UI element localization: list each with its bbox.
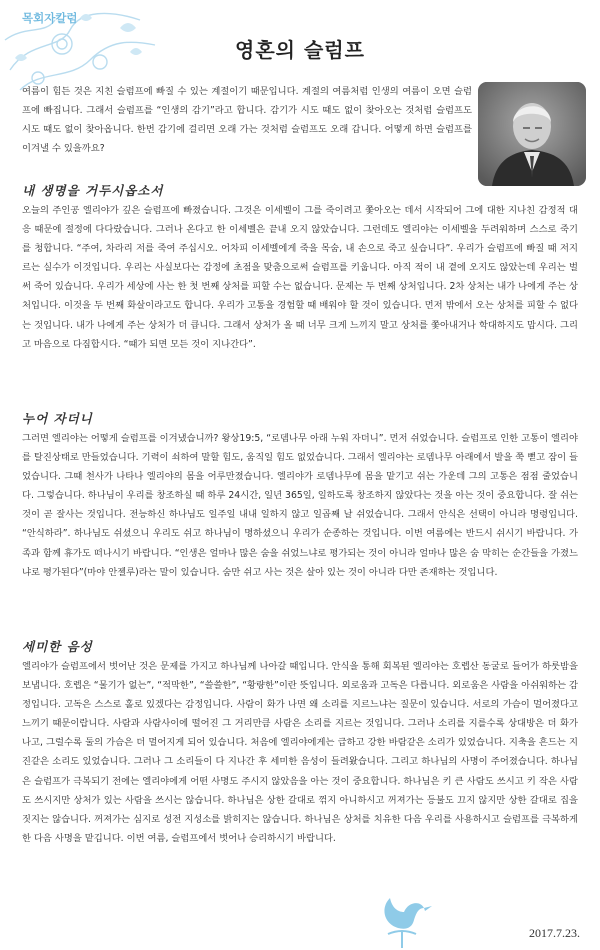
intro-paragraph: 여름이 힘든 것은 지친 슬럼프에 빠질 수 있는 계절이기 때문입니다. 계절의 여름처럼 인생의 여름이 오면 슬럼프에 빠집니다. 그래서 슬럼프를 “인생의 감기”라고 합니다. 감기가 시도 때도 없이 찾아오는 것처럼 슬럼프도 시도 때도 없이 찾아옵니다. 한번 감기에 걸리면 오래 가는 것처럼 슬럼프도 오래 갑니다. 어떻게 하면 슬럼프를 이겨낼 수 있을까요? (22, 86, 472, 155)
page-title: 영혼의 슬럼프 (235, 38, 365, 62)
section-body: 엘리야가 슬럼프에서 벗어난 것은 문제를 가지고 하나님께 나아갈 때입니다. 안식을 통해 회복된 엘리야는 호렙산 동굴로 들어가 하룻밤을 보냅니다. 호렙은 “물기가 없는”, “적막한”, “쓸쓸한”, “황량한”이란 뜻입니다. 외로움과 고독은 다릅니다. 외로움은 사람을 아쉬워하는 감정입니다. 고독은 스스로 홀로 있겠다는 감정입니다. 사람이 화가 나면 왜 소리를 지르느냐는 질문이 있습니다. 서로의 가슴이 멀어졌다고 느끼기 때문이랍니다. 사람과 사람사이에 떨어진 그 거리만큼 사람은 소리를 지르는 것입니다. 그러나 소리를 지를수록 상대방은 더 화가 나고, 그럴수록 둘의 가슴은 더 멀어지게 되어 있습니다. 처음에 엘리야에게는 급하고 강한 바람같은 소리가 있었습니다. 지축을 흔드는 지진같은 소리도 있었습니다. 그러나 그 소리들이 다 지나간 후 세미한 음성이 들려왔습니다. 그리고 하나님의 사명이 주어졌습니다. 하나님은 슬럼프가 극복되기 전에는 엘리야에게 어떤 사명도 주시지 않았음을 아는 것이 중요합니다. 하나님은 키 큰 사람도 쓰시고 키 작은 사람도 쓰시지만 상처가 있는 사람을 쓰시는 않습니다. 하나님은 상한 갈대로 꺾지 아니하시고 꺼져가는 등불도 끄지 않지만 상한 갈대로 집을 짓지는 않습니다. 꺼져가는 심지로 성전 지성소를 밝히지는 않습니다. 하나님은 상처를 치유한 다음 우리를 사용하시고 슬럼프를 극복하게 한 다음 사명을 맡깁니다. 이번 여름, 슬럼프에서 벗어나 승리하시기 바랍니다. (22, 661, 578, 844)
section-body: 그러면 엘리야는 어떻게 슬럼프를 이겨냈습니까? 왕상19:5, “로뎀나무 아래 누워 자더니”. 먼저 쉬었습니다. 슬럼프로 인한 고통이 엘리야를 탈진상태로 만들었습니다. 기력이 쇠하여 말할 힘도, 움직일 힘도 없었습니다. 그래서 엘리야는 로뎀나무 아래에서 발을 쭉 뻗고 잠이 들었습니다. 그때 천사가 나타나 엘리야의 몸을 어루만졌습니다. 엘리야가 로뎀나무에 몸을 맡기고 쉬는 가운데 그의 고통은 점점 줄었습니다. 그렇습니다. 하나님이 우리를 창조하실 때 하루 24시간, 일년 365일, 일하도록 창조하지 않았다는 것을 아는 것이 중요합니다. 잘 쉬는 것이 곧 잘사는 것입니다. 전능하신 하나님도 일주일 내내 일하지 않고 일곱째 날 쉬었습니다. 그래서 안식은 선택이 아니라 명령입니다. “안식하라”. 하나님도 쉬셨으니 우리도 쉬고 하나님이 명하셨으니 우리가 순종하는 것입니다. 이번 여름에는 반드시 쉬시기 바랍니다. 가족과 함께 휴가도 떠나시기 바랍니다. “인생은 얼마나 많은 숨을 쉬었느냐로 평가되는 것이 아니라 얼마나 많은 숨 막히는 순간들을 가졌느냐로 평가된다”(마야 안젤루)라는 말이 있습니다. 숨만 쉬고 사는 것은 살아 있는 것이 아니라 다만 존재하는 것입니다. (22, 433, 579, 578)
publish-date: 2017.7.23. (529, 926, 580, 940)
section-heading: 세미한 음성 (22, 639, 93, 654)
bird-icon (368, 878, 438, 950)
section-heading: 내 생명을 거두시옵소서 (22, 183, 164, 198)
pastor-portrait (478, 82, 586, 186)
section-heading: 누어 자더니 (22, 411, 93, 426)
column-label: 목회자칼럼 (22, 11, 78, 25)
section-body: 오늘의 주인공 엘리야가 깊은 슬럼프에 빠졌습니다. 그것은 이세벨이 그를 죽이려고 쫓아오는 데서 시작되어 그에 대한 지나친 감정적 대응 때문에 절정에 다다랐습니다. 그러나 온다고 한 이세벨은 끝내 오지 않았습니다. 그런데도 엘리야는 이세벨을 두려워하며 스스로 죽기를 청합니다. “주여, 차라리 저를 죽여 주십시오. 어차피 이세벨에게 죽을 목숨, 내 손으로 죽고 싶습니다”. 우리가 슬럼프에 빠질 때 저지르는 실수가 이것입니다. 우리는 사실보다는 감정에 초점을 맞춤으로써 슬럼프를 키웁니다. 아직 적이 내 곁에 오지도 않았는데 우리는 벌써 죽어 있습니다. 우리가 세상에 사는 한 첫 번째 상처를 피할 수는 없습니다. 문제는 두 번째 상처입니다. 2차 상처는 내가 나에게 주는 상처입니다. 이것을 두 번째 화살이라고도 합니다. 우리가 고통을 경험할 때 배워야 할 것이 있습니다. 먼저 밖에서 오는 상처를 피할 수 없다는 것입니다. 내가 나에게 주는 상처가 더 큽니다. 그래서 상처가 올 때 너무 크게 느끼지 말고 상처를 쫓아내거나 학대하지도 맙시다. 그리고 마음으로 다짐합시다. “때가 되면 모든 것이 지나간다”. (22, 205, 578, 350)
